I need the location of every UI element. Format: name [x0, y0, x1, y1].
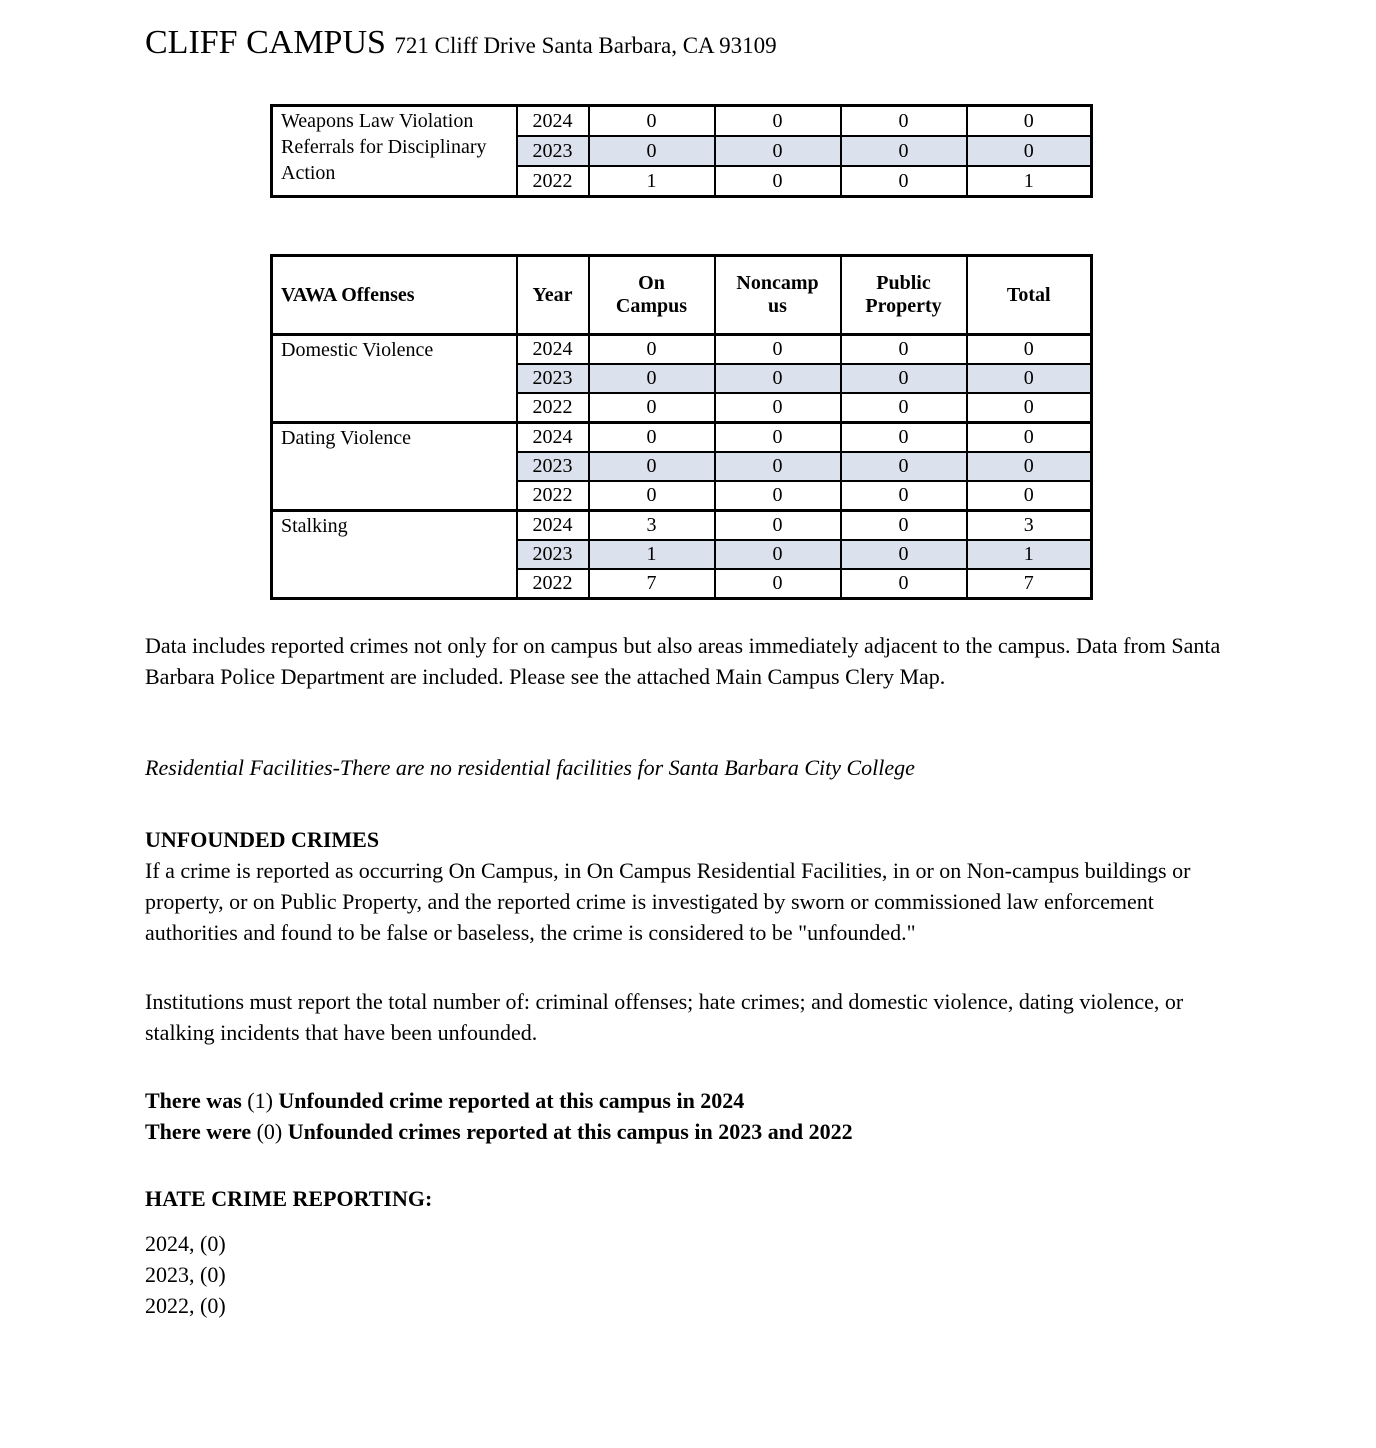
value-cell: 0 — [715, 423, 841, 453]
value-cell: 0 — [715, 364, 841, 393]
row-label-cell: Dating Violence — [272, 423, 517, 511]
hate-crime-years-list — [145, 1228, 1230, 1321]
value-cell: 0 — [841, 166, 967, 197]
value-cell: 0 — [589, 364, 715, 393]
value-cell: 0 — [967, 423, 1092, 453]
value-cell: 0 — [715, 136, 841, 166]
vawa-table-header — [272, 256, 1092, 335]
value-cell: 1 — [967, 540, 1092, 569]
value-cell: 0 — [589, 481, 715, 511]
value-cell: 0 — [841, 423, 967, 453]
year-cell: 2022 — [517, 393, 589, 423]
unfounded-stats — [145, 1085, 1230, 1147]
value-cell: 0 — [715, 335, 841, 365]
value-cell: 0 — [715, 511, 841, 541]
campus-address: 721 Cliff Drive Santa Barbara, CA 93109 — [394, 33, 777, 58]
value-cell: 0 — [589, 136, 715, 166]
value-cell: 7 — [967, 569, 1092, 599]
header-row — [272, 256, 1092, 335]
column-header-public-property: Public Property — [841, 256, 967, 335]
hate-crime-year-2023: 2023, (0) — [145, 1262, 226, 1287]
value-cell: 0 — [715, 481, 841, 511]
value-cell: 0 — [589, 452, 715, 481]
year-cell: 2023 — [517, 364, 589, 393]
value-cell: 1 — [589, 540, 715, 569]
page-title — [145, 22, 1230, 67]
value-cell: 0 — [715, 166, 841, 197]
column-header-on-campus: On Campus — [589, 256, 715, 335]
value-cell: 0 — [715, 106, 841, 137]
value-cell: 0 — [841, 452, 967, 481]
value-cell: 3 — [967, 511, 1092, 541]
value-cell: 0 — [715, 452, 841, 481]
value-cell: 0 — [841, 335, 967, 365]
vawa-offenses-table — [270, 254, 1093, 600]
value-cell: 0 — [589, 335, 715, 365]
year-cell: 2022 — [517, 569, 589, 599]
weapons-law-violation-table — [270, 104, 1093, 198]
table-row — [272, 106, 1092, 137]
row-label-cell: Domestic Violence — [272, 335, 517, 423]
unfounded-crimes-definition: If a crime is reported as occurring On Campus, in On Campus Residential Facilities, in or on Non-campus buildings or property, or on Public Property, and the reported crime is investigated by sworn or commissioned law enforcement authorities and found to be false or baseless, the crime is considered to be "unfounded." — [145, 858, 1191, 945]
unfounded-crimes-heading: UNFOUNDED CRIMES — [145, 827, 380, 852]
hate-crime-reporting-heading: HATE CRIME REPORTING: — [145, 1186, 433, 1211]
table-row — [272, 335, 1092, 365]
value-cell: 0 — [589, 423, 715, 453]
column-header-vawa-offenses: VAWA Offenses — [272, 256, 517, 335]
campus-name: CLIFF CAMPUS — [145, 24, 386, 61]
value-cell: 0 — [841, 393, 967, 423]
data-note-paragraph: Data includes reported crimes not only for on campus but also areas immediately adjacent to the campus. Data from Santa Barbara Police Department are included. Please see the attached Main Campus Clery Map. — [145, 633, 1221, 689]
hate-crime-year-2022: 2022, (0) — [145, 1293, 226, 1318]
value-cell: 0 — [841, 364, 967, 393]
value-cell: 0 — [841, 511, 967, 541]
table-row — [272, 423, 1092, 453]
year-cell: 2024 — [517, 335, 589, 365]
weapons-table-container — [270, 104, 1230, 198]
column-header-total: Total — [967, 256, 1092, 335]
residential-facilities-note: Residential Facilities-There are no residential facilities for Santa Barbara City College — [145, 755, 915, 780]
weapons-table-body — [272, 106, 1092, 197]
value-cell: 0 — [967, 335, 1092, 365]
hate-crime-year-2024: 2024, (0) — [145, 1231, 226, 1256]
row-label-cell: Stalking — [272, 511, 517, 599]
value-cell: 0 — [967, 364, 1092, 393]
column-header-noncampus: Noncampus — [715, 256, 841, 335]
value-cell: 3 — [589, 511, 715, 541]
value-cell: 7 — [589, 569, 715, 599]
row-label-cell: Weapons Law Violation Referrals for Disciplinary Action — [272, 106, 517, 197]
value-cell: 0 — [841, 106, 967, 137]
year-cell: 2024 — [517, 106, 589, 137]
year-cell: 2024 — [517, 511, 589, 541]
table-row — [272, 511, 1092, 541]
value-cell: 0 — [967, 106, 1092, 137]
year-cell: 2023 — [517, 452, 589, 481]
value-cell: 1 — [589, 166, 715, 197]
value-cell: 0 — [841, 569, 967, 599]
value-cell: 0 — [841, 540, 967, 569]
institutions-report-note: Institutions must report the total number of: criminal offenses; hate crimes; and domestic violence, dating violence, or stalking incidents that have been unfounded. — [145, 989, 1184, 1045]
value-cell: 0 — [967, 452, 1092, 481]
value-cell: 0 — [715, 393, 841, 423]
value-cell: 0 — [589, 393, 715, 423]
year-cell: 2022 — [517, 166, 589, 197]
value-cell: 0 — [967, 393, 1092, 423]
vawa-table-container — [270, 254, 1230, 600]
value-cell: 0 — [967, 136, 1092, 166]
value-cell: 1 — [967, 166, 1092, 197]
value-cell: 0 — [715, 569, 841, 599]
year-cell: 2023 — [517, 540, 589, 569]
column-header-year: Year — [517, 256, 589, 335]
unfounded-count-2023-2022: (0) — [256, 1119, 283, 1144]
value-cell: 0 — [841, 481, 967, 511]
value-cell: 0 — [589, 106, 715, 137]
vawa-table-body — [272, 335, 1092, 599]
year-cell: 2022 — [517, 481, 589, 511]
year-cell: 2024 — [517, 423, 589, 453]
year-cell: 2023 — [517, 136, 589, 166]
value-cell: 0 — [841, 136, 967, 166]
value-cell: 0 — [967, 481, 1092, 511]
unfounded-stat-2024: There was (1) Unfounded crime reported at this campus in 2024 — [145, 1088, 745, 1113]
value-cell: 0 — [715, 540, 841, 569]
unfounded-stat-2023-2022: There were (0) Unfounded crimes reported at this campus in 2023 and 2022 — [145, 1119, 853, 1144]
unfounded-count-2024: (1) — [247, 1088, 273, 1113]
